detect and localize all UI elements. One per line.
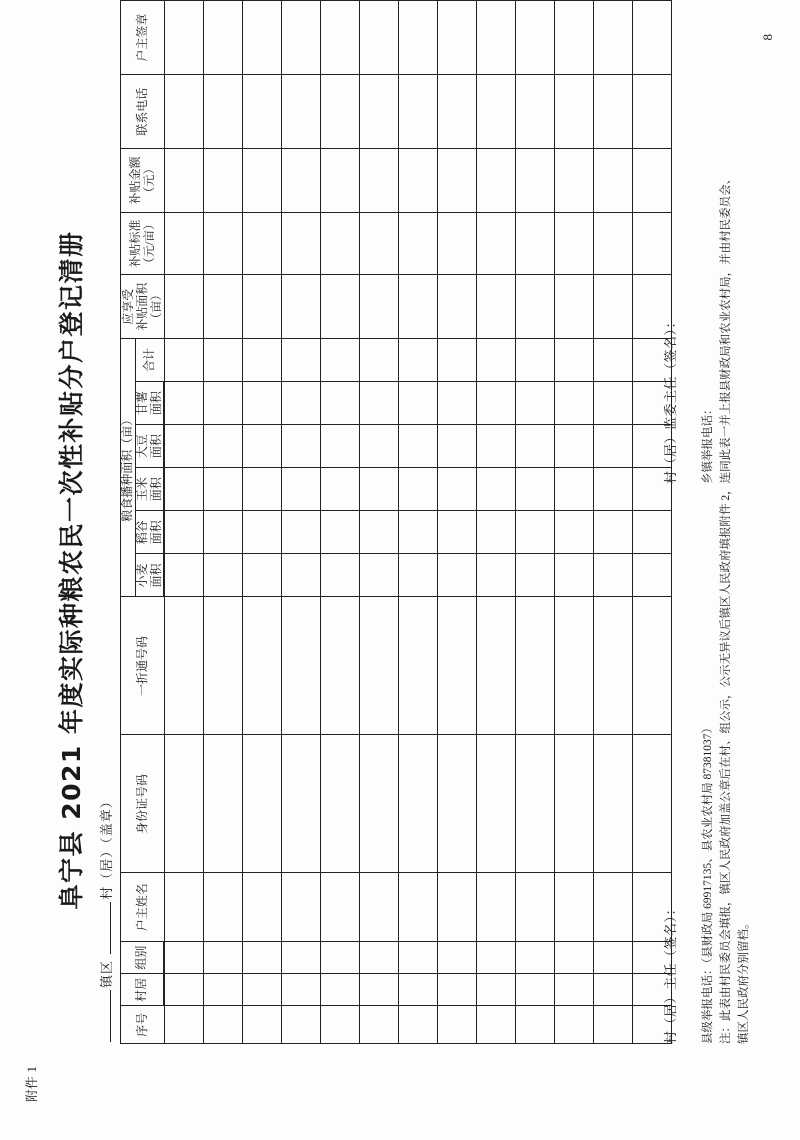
table-cell[interactable]	[360, 425, 399, 468]
table-cell[interactable]	[438, 511, 477, 554]
table-cell[interactable]	[204, 149, 243, 212]
table-cell[interactable]	[243, 873, 282, 942]
table-cell[interactable]	[555, 275, 594, 338]
table-cell[interactable]	[516, 212, 555, 275]
table-cell[interactable]	[594, 212, 633, 275]
table-cell[interactable]	[477, 149, 516, 212]
table-cell[interactable]	[555, 735, 594, 873]
header-sweetpotato-area: 甘薯 面积	[135, 382, 164, 425]
table-cell[interactable]	[165, 468, 204, 511]
table-cell[interactable]	[360, 468, 399, 511]
table-cell[interactable]	[516, 468, 555, 511]
table-cell[interactable]	[399, 1, 438, 75]
table-cell[interactable]	[516, 149, 555, 212]
table-header-row-1	[121, 1, 136, 1044]
table-cell[interactable]	[555, 149, 594, 212]
table-cell[interactable]	[282, 974, 321, 1006]
table-cell[interactable]	[399, 974, 438, 1006]
header-group: 组别	[121, 942, 164, 974]
table-cell[interactable]	[555, 468, 594, 511]
attachment-label: 附件 1	[25, 1065, 39, 1102]
table-cell[interactable]	[360, 554, 399, 597]
table-cell[interactable]	[243, 382, 282, 425]
table-cell[interactable]	[399, 338, 438, 381]
table-cell[interactable]	[477, 1006, 516, 1044]
table-cell[interactable]	[594, 275, 633, 338]
table-cell[interactable]	[360, 212, 399, 275]
header-id-number: 身份证号码	[121, 735, 165, 873]
header-card-number: 一折通号码	[121, 597, 165, 735]
table-cell[interactable]	[477, 75, 516, 149]
table-cell[interactable]	[438, 873, 477, 942]
header-phone: 联系电话	[121, 75, 165, 149]
header-village: 村居	[121, 974, 164, 1006]
township-blank	[110, 990, 111, 1042]
table-cell[interactable]	[243, 597, 282, 735]
table-cell[interactable]	[321, 212, 360, 275]
table-cell[interactable]	[438, 149, 477, 212]
table-cell[interactable]	[204, 468, 243, 511]
table-cell[interactable]	[165, 511, 204, 554]
header-rice-area: 稻谷 面积	[135, 511, 164, 554]
table-cell[interactable]	[321, 149, 360, 212]
table-cell[interactable]	[438, 1006, 477, 1044]
table-cell[interactable]	[321, 468, 360, 511]
table-cell[interactable]	[243, 75, 282, 149]
table-cell[interactable]	[204, 75, 243, 149]
village-director-signature: 村（居）主任（签名）：	[663, 901, 678, 1044]
table-cell[interactable]	[516, 597, 555, 735]
table-cell[interactable]	[165, 873, 204, 942]
table-cell[interactable]	[633, 735, 672, 873]
table-cell[interactable]	[594, 511, 633, 554]
table-cell[interactable]	[516, 275, 555, 338]
table-cell[interactable]	[438, 425, 477, 468]
table-cell[interactable]	[516, 942, 555, 974]
table-cell[interactable]	[399, 554, 438, 597]
table-cell[interactable]	[555, 425, 594, 468]
table-cell[interactable]	[594, 942, 633, 974]
table-row	[321, 1, 360, 1044]
table-row	[399, 1, 438, 1044]
table-cell[interactable]	[438, 212, 477, 275]
table-cell[interactable]	[477, 873, 516, 942]
note-line-1: 注：此表由村民委员会填报，镇区人民政府加盖公章后在村、组公示，公示无异议后镇区人民政府填报附件 2，连同此表一并上报县财政局和农业农村局，并由村民委员会、	[720, 172, 732, 1044]
table-cell[interactable]	[516, 338, 555, 381]
table-cell[interactable]	[204, 735, 243, 873]
table-cell[interactable]	[321, 942, 360, 974]
table-cell[interactable]	[555, 1, 594, 75]
table-cell[interactable]	[165, 149, 204, 212]
table-cell[interactable]	[477, 597, 516, 735]
table-cell[interactable]	[516, 1, 555, 75]
township-label: 镇区	[99, 959, 114, 988]
report-tel-row	[700, 84, 718, 1044]
header-wheat-area: 小麦 面积	[135, 554, 164, 597]
table-cell[interactable]	[438, 468, 477, 511]
table-body	[165, 1, 672, 1044]
table-cell[interactable]	[243, 974, 282, 1006]
table-cell[interactable]	[321, 735, 360, 873]
table-cell[interactable]	[204, 873, 243, 942]
table-cell[interactable]	[477, 275, 516, 338]
table-cell[interactable]	[360, 873, 399, 942]
table-cell[interactable]	[204, 597, 243, 735]
table-cell[interactable]	[282, 735, 321, 873]
table-cell[interactable]	[594, 873, 633, 942]
table-cell[interactable]	[204, 338, 243, 381]
table-cell[interactable]	[516, 873, 555, 942]
table-cell[interactable]	[321, 382, 360, 425]
table-cell[interactable]	[243, 275, 282, 338]
table-cell[interactable]	[555, 1006, 594, 1044]
table-cell[interactable]	[594, 1, 633, 75]
village-supervisor-signature: 村（居）监委主任（签名）：	[663, 314, 678, 484]
table-cell[interactable]	[633, 149, 672, 212]
table-cell[interactable]	[282, 942, 321, 974]
table-cell[interactable]	[438, 382, 477, 425]
table-row	[438, 1, 477, 1044]
table-cell[interactable]	[204, 942, 243, 974]
table-cell[interactable]	[399, 511, 438, 554]
subheader	[96, 794, 115, 1044]
table-row	[243, 1, 282, 1044]
table-cell[interactable]	[282, 1006, 321, 1044]
table-cell[interactable]	[282, 338, 321, 381]
table-cell[interactable]	[321, 1, 360, 75]
table-cell[interactable]	[282, 275, 321, 338]
table-cell[interactable]	[165, 942, 204, 974]
table-cell[interactable]	[282, 382, 321, 425]
table-cell[interactable]	[165, 974, 204, 1006]
table-cell[interactable]	[282, 149, 321, 212]
table-cell[interactable]	[555, 382, 594, 425]
table-cell[interactable]	[438, 974, 477, 1006]
table-row	[555, 1, 594, 1044]
table-cell[interactable]	[243, 511, 282, 554]
county-report-tel: 县级举报电话：（县财政局 69917135、县农业农村局 87381037）	[702, 722, 714, 1044]
notes-block	[700, 84, 754, 1044]
table-cell[interactable]	[516, 1006, 555, 1044]
table-cell[interactable]	[477, 425, 516, 468]
table-cell[interactable]	[243, 468, 282, 511]
header-grain-area-group: 粮食播种面积（亩）	[121, 338, 136, 597]
table-cell[interactable]	[165, 425, 204, 468]
table-cell[interactable]	[243, 149, 282, 212]
table-cell[interactable]	[282, 554, 321, 597]
table-cell[interactable]	[204, 554, 243, 597]
table-cell[interactable]	[438, 75, 477, 149]
registration-table	[120, 0, 672, 1044]
table-cell[interactable]	[516, 425, 555, 468]
table-cell[interactable]	[360, 597, 399, 735]
table-cell[interactable]	[204, 425, 243, 468]
header-signature: 户主签章	[121, 1, 165, 75]
header-soybean-area: 大豆 面积	[135, 425, 164, 468]
table-cell[interactable]	[594, 338, 633, 381]
table-cell[interactable]	[399, 212, 438, 275]
village-seal-label: 村（居）（盖章）	[99, 794, 114, 900]
table-cell[interactable]	[243, 554, 282, 597]
table-cell[interactable]	[594, 735, 633, 873]
table-cell[interactable]	[516, 554, 555, 597]
table-cell[interactable]	[399, 425, 438, 468]
table-cell[interactable]	[321, 873, 360, 942]
table-cell[interactable]	[321, 597, 360, 735]
table-cell[interactable]	[477, 554, 516, 597]
table-cell[interactable]	[360, 735, 399, 873]
table-cell[interactable]	[321, 511, 360, 554]
table-cell[interactable]	[165, 212, 204, 275]
header-subsidy-area: 应享受 补贴面积 （亩）	[121, 275, 165, 338]
table-cell[interactable]	[399, 382, 438, 425]
table-cell[interactable]	[282, 873, 321, 942]
table-cell[interactable]	[633, 1, 672, 75]
table-cell[interactable]	[594, 382, 633, 425]
table-row	[282, 1, 321, 1044]
village-blank	[110, 902, 111, 954]
table-cell[interactable]	[204, 1006, 243, 1044]
table-cell[interactable]	[282, 212, 321, 275]
table-cell[interactable]	[399, 275, 438, 338]
table-cell[interactable]	[282, 425, 321, 468]
table-cell[interactable]	[360, 1, 399, 75]
table-cell[interactable]	[204, 511, 243, 554]
table-cell[interactable]	[204, 275, 243, 338]
table-row	[516, 1, 555, 1044]
header-seq: 序号	[121, 1006, 165, 1044]
table-cell[interactable]	[555, 75, 594, 149]
table-row	[477, 1, 516, 1044]
table-cell[interactable]	[633, 554, 672, 597]
table-cell[interactable]	[555, 511, 594, 554]
header-corn-area: 玉米 面积	[135, 468, 164, 511]
table-cell[interactable]	[282, 468, 321, 511]
note-line-2: 镇区人民政府分别留档。	[737, 917, 750, 1044]
table-cell[interactable]	[477, 511, 516, 554]
table-cell[interactable]	[204, 382, 243, 425]
table-cell[interactable]	[438, 338, 477, 381]
table-cell[interactable]	[555, 942, 594, 974]
table-cell[interactable]	[438, 597, 477, 735]
table-cell[interactable]	[477, 974, 516, 1006]
table-cell[interactable]	[477, 735, 516, 873]
table-cell[interactable]	[165, 1006, 204, 1044]
table-cell[interactable]	[399, 468, 438, 511]
table-cell[interactable]	[399, 873, 438, 942]
table-cell[interactable]	[360, 511, 399, 554]
table-row	[594, 1, 633, 1044]
table-cell[interactable]	[594, 425, 633, 468]
table-cell[interactable]	[243, 735, 282, 873]
table-cell[interactable]	[165, 554, 204, 597]
table-cell[interactable]	[399, 597, 438, 735]
table-cell[interactable]	[438, 942, 477, 974]
table-cell[interactable]	[243, 425, 282, 468]
table-cell[interactable]	[399, 942, 438, 974]
township-report-tel: 乡镇举报电话：	[702, 403, 714, 484]
table-cell[interactable]	[555, 554, 594, 597]
table-cell[interactable]	[594, 468, 633, 511]
table-cell[interactable]	[594, 1006, 633, 1044]
table-cell[interactable]	[360, 149, 399, 212]
table-cell[interactable]	[165, 275, 204, 338]
table-cell[interactable]	[165, 75, 204, 149]
table-cell[interactable]	[633, 75, 672, 149]
table-cell[interactable]	[243, 338, 282, 381]
table-cell[interactable]	[399, 1006, 438, 1044]
table-cell[interactable]	[360, 974, 399, 1006]
table-cell[interactable]	[321, 974, 360, 1006]
page-title: 阜宁县 2021 年度实际种粮农民一次性补贴分户登记清册	[57, 230, 86, 910]
table-cell[interactable]	[282, 511, 321, 554]
table-cell[interactable]	[321, 1006, 360, 1044]
table-cell[interactable]	[360, 338, 399, 381]
table-cell[interactable]	[477, 942, 516, 974]
table-cell[interactable]	[516, 511, 555, 554]
header-total-area: 合计	[135, 338, 165, 381]
table-cell[interactable]	[282, 75, 321, 149]
table-cell[interactable]	[165, 338, 204, 381]
table-cell[interactable]	[399, 149, 438, 212]
table-cell[interactable]	[360, 275, 399, 338]
table-row	[204, 1, 243, 1044]
table-cell[interactable]	[165, 1, 204, 75]
table-cell[interactable]	[477, 382, 516, 425]
table-cell[interactable]	[204, 212, 243, 275]
table-cell[interactable]	[321, 75, 360, 149]
table-cell[interactable]	[204, 974, 243, 1006]
table-cell[interactable]	[243, 1006, 282, 1044]
table-cell[interactable]	[399, 75, 438, 149]
table-cell[interactable]	[555, 338, 594, 381]
table-cell[interactable]	[633, 597, 672, 735]
table-cell[interactable]	[594, 75, 633, 149]
table-cell[interactable]	[282, 597, 321, 735]
table-cell[interactable]	[633, 511, 672, 554]
table-cell[interactable]	[594, 149, 633, 212]
table-row	[633, 1, 672, 1044]
table-cell[interactable]	[555, 597, 594, 735]
table-cell[interactable]	[321, 425, 360, 468]
table-cell[interactable]	[477, 338, 516, 381]
table-cell[interactable]	[477, 212, 516, 275]
table-cell[interactable]	[594, 554, 633, 597]
table-cell[interactable]	[516, 974, 555, 1006]
table-cell[interactable]	[399, 735, 438, 873]
table-cell[interactable]	[438, 554, 477, 597]
table-cell[interactable]	[360, 382, 399, 425]
table-cell[interactable]	[438, 275, 477, 338]
table-cell[interactable]	[594, 597, 633, 735]
table-cell[interactable]	[321, 554, 360, 597]
table-cell[interactable]	[282, 1, 321, 75]
table-cell[interactable]	[204, 1, 243, 75]
page-number: 8	[760, 34, 775, 41]
header-householder: 户主姓名	[121, 873, 165, 942]
table-cell[interactable]	[516, 75, 555, 149]
table-cell[interactable]	[438, 1, 477, 75]
table-cell[interactable]	[516, 735, 555, 873]
header-subsidy-amount: 补贴金额 （元）	[121, 149, 165, 212]
header-subsidy-standard: 补贴标准 （元/亩）	[121, 212, 165, 275]
table-cell[interactable]	[243, 1, 282, 75]
table-row	[165, 1, 204, 1044]
table-cell[interactable]	[165, 597, 204, 735]
table-cell[interactable]	[321, 275, 360, 338]
table-cell[interactable]	[243, 942, 282, 974]
table-cell[interactable]	[438, 735, 477, 873]
table-row	[360, 1, 399, 1044]
table-cell[interactable]	[477, 1, 516, 75]
table-cell[interactable]	[165, 382, 204, 425]
table-cell[interactable]	[477, 468, 516, 511]
table-cell[interactable]	[165, 735, 204, 873]
table-cell[interactable]	[321, 338, 360, 381]
table-cell[interactable]	[360, 1006, 399, 1044]
table-cell[interactable]	[360, 75, 399, 149]
table-cell[interactable]	[360, 942, 399, 974]
table-cell[interactable]	[594, 974, 633, 1006]
table-cell[interactable]	[555, 212, 594, 275]
table-cell[interactable]	[516, 382, 555, 425]
table-cell[interactable]	[633, 212, 672, 275]
table-cell[interactable]	[555, 873, 594, 942]
table-cell[interactable]	[555, 974, 594, 1006]
table-cell[interactable]	[243, 212, 282, 275]
